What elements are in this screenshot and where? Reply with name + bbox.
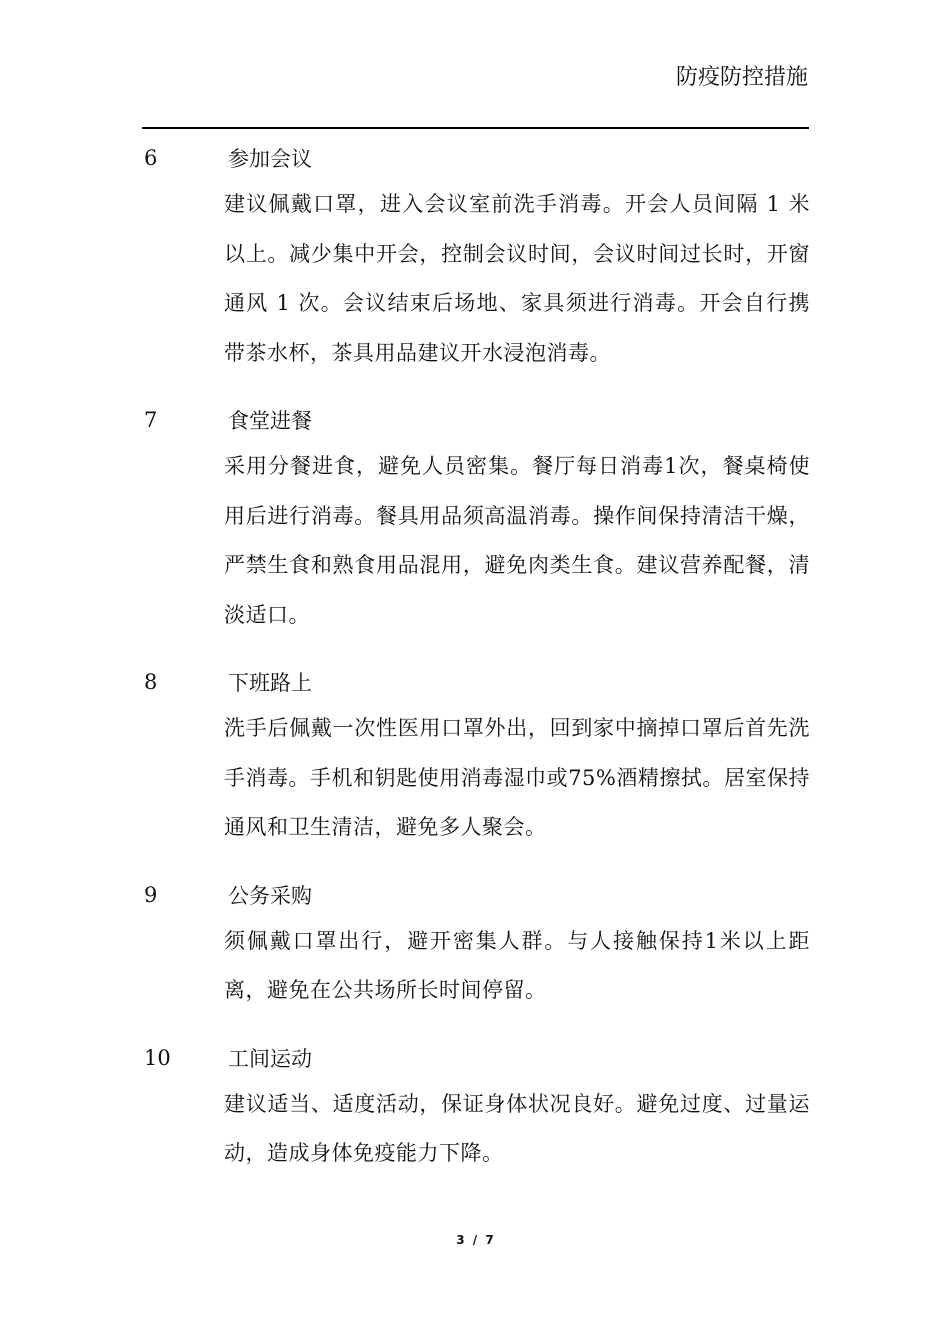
section-title: 下班路上 <box>228 671 312 695</box>
section-meeting <box>142 136 810 378</box>
header-divider <box>142 127 809 129</box>
section-number: 9 <box>144 882 158 907</box>
section-procurement <box>142 873 810 1016</box>
section-title: 参加会议 <box>228 147 312 171</box>
section-number: 8 <box>144 670 158 694</box>
page-number: 3 / 7 <box>456 1233 494 1247</box>
section-title: 食堂进餐 <box>228 409 312 433</box>
section-paragraph: 采用分餐进食，避免人员密集。餐厅每日消毒1次，餐桌椅使用后进行消毒。餐具用品须高温消毒。操作间保持清洁干燥，严禁生食和熟食用品混用，避免肉类生食。建议营养配餐，清淡适口。 <box>224 454 810 627</box>
document-body <box>142 136 810 1199</box>
section-paragraph: 须佩戴口罩出行，避开密集人群。与人接触保持1米以上距离，避免在公共场所长时间停留。 <box>224 928 810 1002</box>
section-heading <box>142 1036 810 1080</box>
section-paragraph: 洗手后佩戴一次性医用口罩外出，回到家中摘掉口罩后首先洗手消毒。手机和钥匙使用消毒湿巾或75%酒精擦拭。居室保持通风和卫生清洁，避免多人聚会。 <box>224 716 810 839</box>
section-number: 10 <box>144 1045 171 1070</box>
section-heading <box>142 136 810 180</box>
section-paragraph: 建议佩戴口罩，进入会议室前洗手消毒。开会人员间隔 1 米以上。减少集中开会，控制会议时间，会议时间过长时，开窗通风 1 次。会议结束后场地、家具须进行消毒。开会自行携带茶水杯，茶具用品建议开水浸泡消毒。 <box>224 192 810 365</box>
section-title: 公务采购 <box>228 883 312 908</box>
section-commute-home <box>142 660 810 853</box>
section-paragraph: 建议适当、适度活动，保证身体状况良好。避免过度、过量运动，造成身体免疫能力下降。 <box>224 1091 810 1165</box>
section-number: 6 <box>144 146 158 170</box>
section-number: 7 <box>144 408 158 432</box>
section-heading <box>142 873 810 917</box>
section-heading <box>142 398 810 442</box>
section-exercise <box>142 1036 810 1179</box>
section-title: 工间运动 <box>228 1046 312 1071</box>
page-header-title: 防疫防控措施 <box>675 65 808 90</box>
section-heading <box>142 660 810 704</box>
section-canteen <box>142 398 810 640</box>
